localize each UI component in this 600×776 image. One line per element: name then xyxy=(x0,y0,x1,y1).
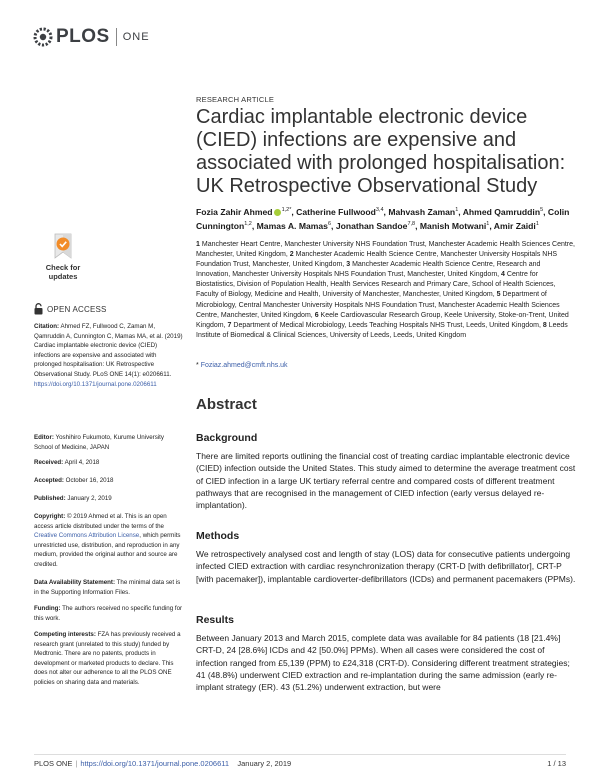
data-availability-label: Data Availability Statement: xyxy=(34,579,116,586)
affil-text: Department of Microbiology, Central Manchester University Hospitals NHS Foundation Trust, Manchester Academic Health Sciences Centre, Manchester, United Kingdom, xyxy=(196,291,560,319)
competing-interests-label: Competing interests: xyxy=(34,631,96,638)
author-affil-sup: 1 xyxy=(455,207,459,213)
open-access-label: OPEN ACCESS xyxy=(47,304,107,314)
affiliations xyxy=(196,240,576,341)
cc-license-link[interactable]: Creative Commons Attribution License xyxy=(34,532,140,540)
data-availability-text: The minimal data set is in the Supporting Information Files. xyxy=(34,579,181,596)
footer-divider xyxy=(34,754,566,755)
author-name: Mahvash Zaman xyxy=(388,206,456,217)
funding-text: The authors received no specific funding for this work. xyxy=(34,605,183,622)
footer-date: January 2, 2019 xyxy=(237,759,292,768)
author-name: Amir Zaidi xyxy=(493,220,536,231)
affil-text: Leeds Institute of Biomedical & Clinical Sciences, University of Leeds, Leeds, United Kingdom xyxy=(196,321,568,339)
copyright-label: Copyright: xyxy=(34,513,66,520)
affil-num: 3 xyxy=(346,261,351,269)
author-affil-sup: 5 xyxy=(540,207,544,213)
author-name: Fozia Zahir Ahmed xyxy=(196,206,273,217)
logo-divider xyxy=(116,28,117,46)
footer-journal: PLOS ONE xyxy=(34,759,73,768)
affil-num: 2 xyxy=(289,251,294,259)
background-text: There are limited reports outlining the financial cost of treating cardiac implantable electronic device (CIED) infection outside the United States. This study aimed to determine the average treatment cost of CIED infection in a large UK tertiary referral centre and compared costs of different treatment pathways that are recognised in the management of CIED infection (early versus delayed re-implantation). xyxy=(196,451,576,511)
author-name: Ahmed Qamruddin xyxy=(462,206,541,217)
accepted-label: Accepted: xyxy=(34,477,64,484)
author-list: Fozia Zahir Ahmed $^{1,2*}$, Catherine Fullwood$^{3,4}$, Mahvash Zaman$^1$, Ahmed Qamruddin$^5$, Colin Cunnington$^{1,2}$, Mamas A. Mamas$^6$, Jonathan Sandoe$^{7,8}$, Manish Motwani$^1$, Amir Zaidi$^1$ xyxy=(196,206,570,231)
author-name: Jonathan Sandoe xyxy=(335,220,408,231)
check-for-updates-label: Check for updates xyxy=(45,263,81,281)
citation-doi-link[interactable]: https://doi.org/10.1371/journal.pone.0206611 xyxy=(34,380,157,388)
logo-text: PLOS xyxy=(56,26,110,47)
received-date: April 4, 2018 xyxy=(64,459,100,466)
citation-block xyxy=(34,322,184,389)
author-name: Manish Motwani xyxy=(419,220,487,231)
plos-logo[interactable] xyxy=(32,26,150,48)
author-name: Catherine Fullwood xyxy=(296,206,376,217)
affil-text: Keele Cardiovascular Research Group, Keele University, Stoke-on-Trent, United Kingdom, xyxy=(196,311,569,329)
affil-text: Centre for Biostatistics, Division of Population Health, Health Services Research and Primary Care, School of Health Sciences, Faculty of Biology, Medicine and Health, University of Manchester, Manchester, United Kingdom, xyxy=(196,271,556,299)
author-affil-sup: 6 xyxy=(327,220,332,227)
received-block xyxy=(34,458,184,468)
competing-interests-text: FZA has previously received a research grant (unrelated to this study) funded by Medtronic. There are no patents, products in development or marketed products to declare. This does not alter our adherence to all the PLOS ONE policies on sharing data and materials. xyxy=(34,631,181,686)
competing-interests-block xyxy=(34,630,184,688)
published-block xyxy=(34,494,184,504)
results-text: Between January 2013 and March 2015, complete data was available for 84 patients (18 [21.4%] CRT-D, 24 [28.6%] ICDs and 42 [50.0%] PPMs). When all cases were considered the cost of infection ranged from £5,139 (PPM) to £24,318 (CRT-D). Considering different treatment strategies; 41 (48.8%) underwent CIED extraction and re-implantation during the same admission (early re-implant strategy (ER). 43 (51.2%) underwent extraction, but were xyxy=(196,633,570,693)
published-label: Published: xyxy=(34,495,66,502)
author-name: Colin Cunnington xyxy=(196,206,570,231)
received-label: Received: xyxy=(34,459,64,466)
funding-label: Funding: xyxy=(34,605,61,612)
accepted-date: October 16, 2018 xyxy=(65,477,114,484)
affil-num: 7 xyxy=(227,321,232,329)
results-heading: Results xyxy=(196,614,234,626)
methods-heading: Methods xyxy=(196,530,240,542)
affil-num: 1 xyxy=(196,241,200,248)
plos-logo-icon xyxy=(32,26,54,48)
affil-text: Department of Medical Microbiology, Leeds Teaching Hospitals NHS Trust, Leeds, United Kingdom, xyxy=(233,321,541,329)
corresponding-marker: * xyxy=(196,362,199,369)
affil-num: 5 xyxy=(496,291,501,299)
page-number: 1 / 13 xyxy=(547,759,566,768)
editor-block xyxy=(34,433,184,452)
affil-num: 6 xyxy=(314,311,319,319)
article-title: Cardiac implantable electronic device (CIED) infections are expensive and associated with prolonged hospitalisation: UK Retrospective Observational Study xyxy=(196,106,566,197)
editor-text: Yoshihiro Fukumoto, Kurume University School of Medicine, JAPAN xyxy=(34,434,164,451)
author-affil-sup: 3,4 xyxy=(375,207,384,213)
article-type: RESEARCH ARTICLE xyxy=(196,95,275,104)
footer-doi-link[interactable]: https://doi.org/10.1371/journal.pone.0206611 xyxy=(80,759,230,768)
author-affil-sup: 1 xyxy=(535,220,539,227)
check-for-updates-badge[interactable] xyxy=(38,228,88,290)
citation-text: Ahmed FZ, Fullwood C, Zaman M, Qamruddin A, Cunnington C, Mamas MA, et al. (2019) Cardiac implantable electronic device (CIED) infections are expensive and associated with prolonged hospitalisation: UK Retrospective Observational Study. PLoS ONE 14(1): e0206611. xyxy=(34,323,183,378)
author-name: Mamas A. Mamas xyxy=(256,220,328,231)
open-access-badge xyxy=(34,303,107,315)
orcid-icon[interactable] xyxy=(274,209,281,216)
affil-text: Manchester Heart Centre, Manchester University NHS Foundation Trust, Manchester Academic Health Sciences Centre, Manchester, United Kingdom, xyxy=(196,241,575,259)
author-affil-sup: 1 xyxy=(486,220,490,227)
abstract-heading: Abstract xyxy=(196,396,257,413)
methods-text: We retrospectively analysed cost and length of stay (LOS) data for consecutive patients undergoing infected CIED extraction with cardiac resynchronization therapy (CRT-D [with defibrillator], CRT-P [with pacemaker]), implantable cardioverter-defibrillators (ICDs) and permanent pacemakers (PPMs). xyxy=(196,549,576,584)
published-date: January 2, 2019 xyxy=(67,495,112,502)
author-affil-sup: 7,8 xyxy=(407,220,416,227)
data-availability-block xyxy=(34,578,184,597)
author-affil-sup: 1,2 xyxy=(281,207,290,213)
affil-num: 8 xyxy=(542,321,547,329)
footer-citation: PLOS ONE | https://doi.org/10.1371/journal.pone.0206611 January 2, 2019 xyxy=(34,759,292,768)
open-lock-icon xyxy=(34,303,43,315)
affil-text: Manchester Academic Health Science Centre, Research and Innovation, Manchester University Hospitals NHS Foundation Trust, Manchester, United Kingdom, xyxy=(196,261,541,279)
copyright-text-rest: , which permits unrestricted use, distribution, and reproduction in any medium, provided the original author and source are credited. xyxy=(34,532,181,568)
citation-label: Citation: xyxy=(34,323,60,330)
copyright-text: © 2019 Ahmed et al. This is an open access article distributed under the terms of the xyxy=(34,513,167,530)
affil-num: 4 xyxy=(501,271,505,279)
accepted-block xyxy=(34,476,184,486)
funding-block xyxy=(34,604,184,623)
copyright-block xyxy=(34,512,184,570)
background-heading: Background xyxy=(196,432,258,444)
affil-text: Manchester Academic Health Science Centre, Manchester University Hospitals NHS Foundation Trust, Manchester, United Kingdom, xyxy=(196,251,558,269)
corresponding-email-link[interactable]: Foziaz.ahmed@cmft.nhs.uk xyxy=(200,362,288,369)
editor-label: Editor: xyxy=(34,434,54,441)
bookmark-check-icon xyxy=(51,232,75,260)
journal-name: ONE xyxy=(122,31,150,43)
author-affil-sup: 1,2 xyxy=(244,220,252,227)
corresponding-marker: * xyxy=(289,207,292,213)
corresponding-author xyxy=(196,362,288,369)
